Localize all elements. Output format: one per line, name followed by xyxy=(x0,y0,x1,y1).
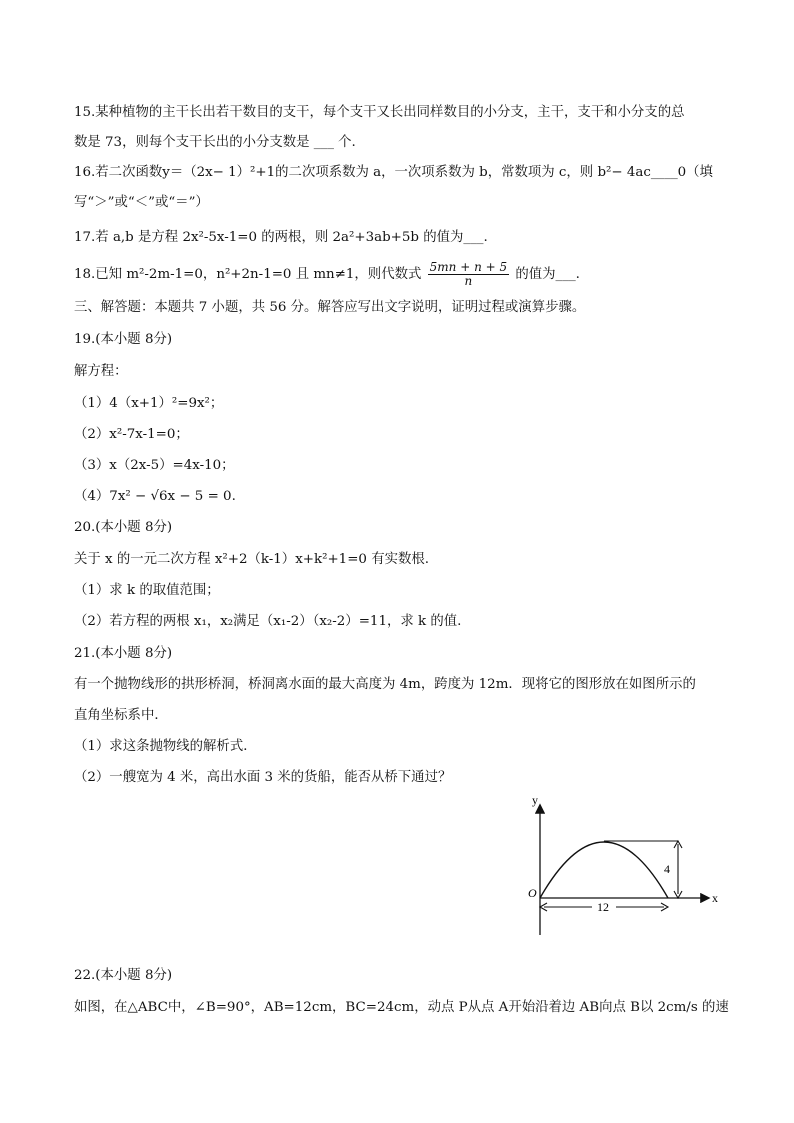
q18-denominator: n xyxy=(464,274,473,288)
q20-part-1: （1）求 k 的取值范围； xyxy=(74,583,220,598)
q18-fraction xyxy=(428,261,509,288)
q21-part-1: （1）求这条抛物线的解析式． xyxy=(74,739,257,754)
q21-title: 21.(本小题 8分) xyxy=(74,646,173,661)
section-3-heading: 三、解答题：本题共 7 小题，共 56 分。解答应写出文字说明，证明过程或演算步骤。 xyxy=(74,300,586,315)
q15-line-2: 数是 73，则每个支干长出的小分支数是 ___ 个. xyxy=(74,135,356,150)
q16-line-1: 16.若二次函数y＝（2x− 1）²+1的二次项系数为 a，一次项系数为 b，常数项为 c，则 b²− 4ac____0（填 xyxy=(74,165,713,180)
q18-prefix: 18.已知 m²-2m-1=0，n²+2n-1=0 且 mn≠1，则代数式 xyxy=(74,267,422,282)
q18-numerator: 5mn + n + 5 xyxy=(429,260,508,274)
q20-intro: 关于 x 的一元二次方程 x²+2（k-1）x+k²+1=0 有实数根. xyxy=(74,552,430,567)
q15-line-1: 15.某种植物的主干长出若干数目的支干，每个支干又长出同样数目的小分支，主干，支干和小分支的总 xyxy=(74,105,685,120)
q21-line-2: 直角坐标系中． xyxy=(74,708,168,723)
q20-part-2: （2）若方程的两根 x₁，x₂满足（x₁-2）（x₂-2）=11，求 k 的值. xyxy=(74,614,462,629)
origin-label: O xyxy=(528,886,537,900)
parabola-curve xyxy=(540,842,668,898)
q19-title: 19.(本小题 8分) xyxy=(74,332,173,347)
q19-intro: 解方程： xyxy=(74,364,128,379)
q19-part-1: （1）4（x+1）²=9x²； xyxy=(74,396,224,411)
span-label: 12 xyxy=(597,900,609,914)
q21-line-1: 有一个抛物线形的拱形桥洞，桥洞离水面的最大高度为 4m，跨度为 12m．现将它的图形放在如图所示的 xyxy=(74,677,696,692)
q22-title: 22.(本小题 8分) xyxy=(74,968,173,983)
x-axis-label: x xyxy=(712,891,718,905)
q18-suffix: 的值为___. xyxy=(515,267,580,282)
q19-part-2: （2）x²-7x-1=0； xyxy=(74,427,189,442)
q20-title: 20.(本小题 8分) xyxy=(74,520,173,535)
q16-line-2: 写“＞”或“＜”或“＝”） xyxy=(74,195,209,210)
q21-part-2: （2）一艘宽为 4 米，高出水面 3 米的货船，能否从桥下通过？ xyxy=(74,770,452,785)
q17-line: 17.若 a,b 是方程 2x²-5x-1=0 的两根，则 2a²+3ab+5b 的值为___. xyxy=(74,230,488,245)
q19-part-4: （4）7x² − √6x − 5 = 0. xyxy=(74,489,236,504)
q19-part-3: （3）x（2x-5）=4x-10； xyxy=(74,458,235,473)
q22-line-1: 如图，在△ABC中，∠B=90°，AB=12cm，BC=24cm，动点 P从点 A开始沿着边 AB向点 B以 2cm/s 的速 xyxy=(74,1000,729,1015)
y-axis-label: y xyxy=(532,793,538,807)
height-label: 4 xyxy=(664,862,670,876)
parabola-figure xyxy=(504,790,734,940)
q18-line xyxy=(74,260,734,290)
